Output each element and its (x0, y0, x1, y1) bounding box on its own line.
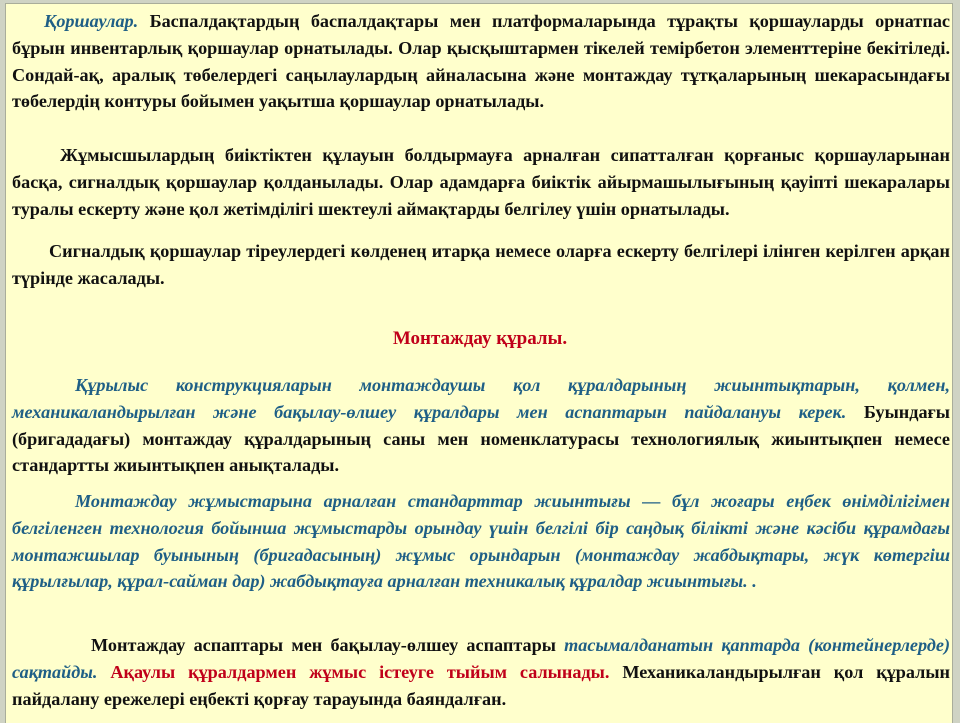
paragraph-signal-fences (12, 142, 950, 222)
storage-text: Монтаждау аспаптары мен бақылау-өлшеу аспаптары (91, 635, 556, 655)
signal-fences-form-text: Сигналдық қоршаулар тіреулердегі көлденең итарқа немесе оларға ескерту белгілері ілінген керілген арқан түрінде жасалады. (12, 241, 950, 288)
section-heading: Монтаждау құралы. (392, 328, 568, 349)
paragraph-tool-sets (12, 372, 950, 479)
standard-sets-italic: Монтаждау жұмыстарына арналған стандарттар жиынтығы — бұл жоғары еңбек өнімділігімен белгіленген технология бойынша жұмыстарды орындау үшін белгілі бір саңдық білікті және кәсіби құрамдағы монтажшылар буынының (бригадасының) жұмыс орындарын (монтаждау жабдықтары, жүк көтергіш құрылғылар, құрал-сайман дар) жабдықтауға арналған техникалық құралдар жиынтығы. . (12, 491, 950, 592)
storage-rules: Механикаландырылған қол құралын пайдалану ережелері еңбекті қорғау тарауында баяндалған. (12, 661, 951, 709)
tool-sets-italic: Құрылыс конструкцияларын монтаждаушы қол құралдарының жиынтықтарын, қолмен, механикаландырылған және бақылау-өлшеу құралдары мен аспаптарын пайдалануы керек. (12, 375, 950, 422)
slide (5, 3, 953, 723)
signal-fences-text: Жұмысшылардың биіктіктен құлауын болдырмауға арналған сипатталған қорғаныс қоршауларынан басқа, сигналдық қоршаулар қолданылады. Олар адамдарға биіктік айырмашылығының қауіпті шекаралары туралы ескерту және қол жетімділігі шектеулі аймақтарды белгілеу үшін орнатылады. (12, 145, 950, 219)
storage-italic: тасымалданатын қаптарда (контейнерлерде) сақтайды. (12, 635, 951, 682)
fences-text: Баспалдақтардың баспалдақтары мен платформаларында тұрақты қоршауларды орнатпас бұрын инвентарлық қоршаулар орнатылады. Олар қысқыштармен тікелей темірбетон элементтеріне бекітіледі. Сондай-ақ, аралық төбелердегі саңылаулардың айналасына және монтаждау тұтқаларының шекарасындағы төбелердің контуры бойымен уақытша қоршаулар орнатылады. (12, 11, 950, 112)
paragraph-signal-fences-form (12, 238, 950, 292)
paragraph-storage (12, 632, 950, 712)
paragraph-standard-sets (12, 488, 950, 595)
tool-sets-text: Буындағы (бригададағы) монтаждау құралдарының саны мен номенклатурасы технологиялық жиынтықпен немесе стандартты жиынтықпен анықталады. (12, 401, 951, 476)
fences-lead: Қоршаулар. (44, 11, 139, 31)
paragraph-fences (12, 8, 950, 115)
storage-warning: Ақаулы құралдармен жұмыс істеуге тыйым салынады. (110, 661, 610, 682)
